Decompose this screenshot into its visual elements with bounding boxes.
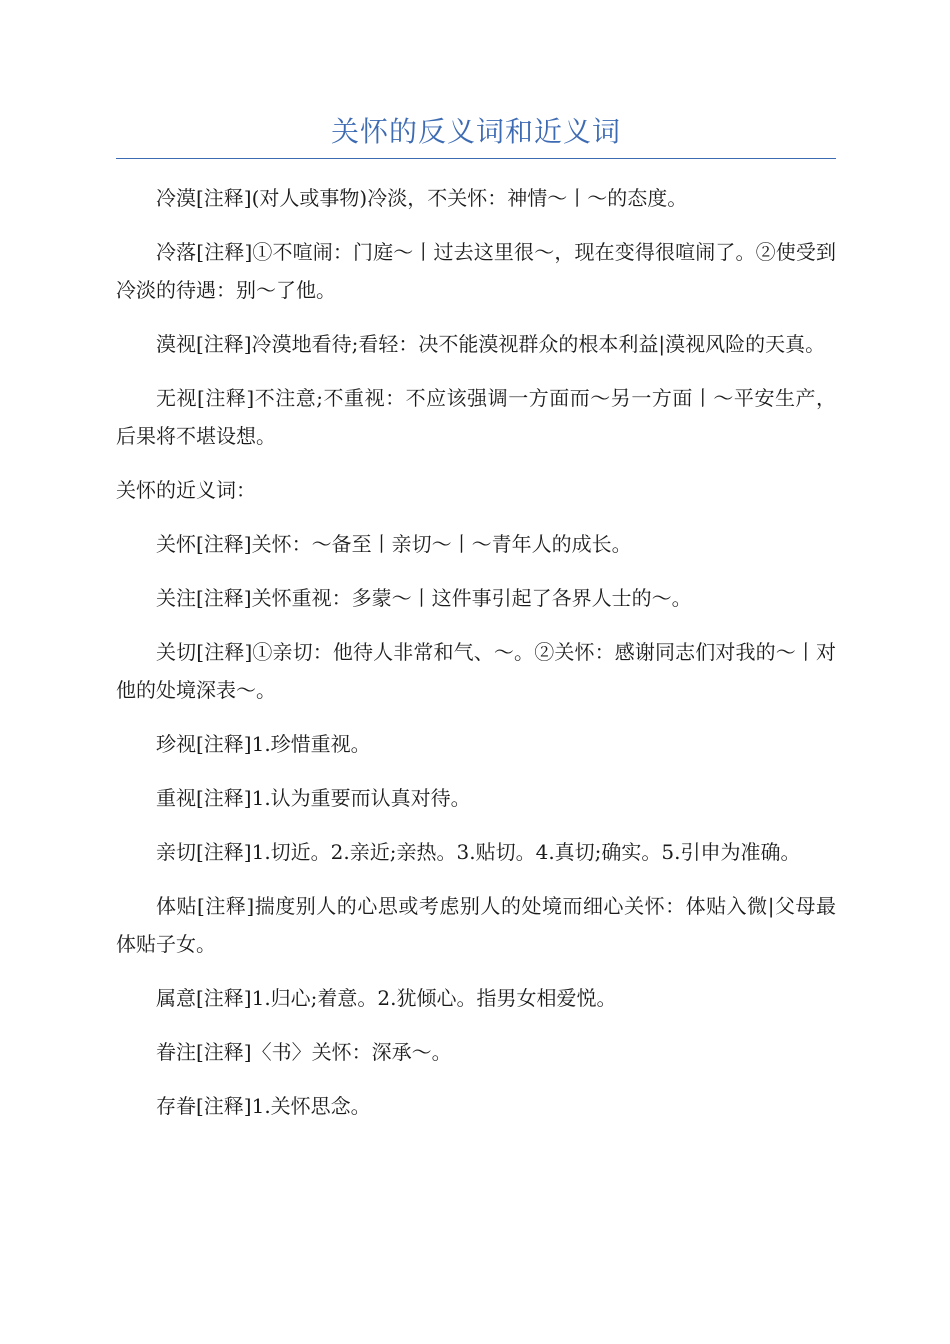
section-heading-synonyms: 关怀的近义词： <box>116 478 256 502</box>
paragraph-titie: 体贴[注释]揣度别人的心思或考虑别人的处境而细心关怀：体贴入微|父母最体贴子女。 <box>116 894 836 956</box>
paragraph-zhenshi: 珍视[注释]1.珍惜重视。 <box>156 732 371 756</box>
paragraph-lengmo: 冷漠[注释](对人或事物)冷淡，不关怀：神情～丨～的态度。 <box>156 186 688 210</box>
paragraph-guanzhu: 关注[注释]关怀重视：多蒙～丨这件事引起了各界人士的～。 <box>156 586 692 610</box>
paragraph-moshi: 漠视[注释]冷漠地看待;看轻：决不能漠视群众的根本利益|漠视风险的天真。 <box>156 332 826 356</box>
document-page <box>116 108 836 1141</box>
paragraph-lengluo: 冷落[注释]①不喧闹：门庭～丨过去这里很～，现在变得很喧闹了。②使受到冷淡的待遇：别～了他。 <box>116 240 836 302</box>
title-underline <box>116 158 836 159</box>
paragraph-zhuyi: 属意[注释]1.归心;着意。2.犹倾心。指男女相爱悦。 <box>156 986 617 1010</box>
document-title: 关怀的反义词和近义词 <box>330 115 621 148</box>
paragraph-wushi: 无视[注释]不注意;不重视：不应该强调一方面而～另一方面丨～平安生产，后果将不堪设想。 <box>116 386 836 448</box>
paragraph-juanzhu: 眷注[注释]〈书〉关怀：深承～。 <box>156 1040 452 1064</box>
paragraph-qinqie: 亲切[注释]1.切近。2.亲近;亲热。3.贴切。4.真切;确实。5.引申为准确。 <box>156 840 801 864</box>
paragraph-zhongshi: 重视[注释]1.认为重要而认真对待。 <box>156 786 471 810</box>
paragraph-guanqie: 关切[注释]①亲切：他待人非常和气、～。②关怀：感谢同志们对我的～丨对他的处境深表～。 <box>116 640 836 702</box>
paragraph-guanhuai: 关怀[注释]关怀：～备至丨亲切～丨～青年人的成长。 <box>156 532 632 556</box>
paragraph-cunjuan: 存眷[注释]1.关怀思念。 <box>156 1094 371 1118</box>
